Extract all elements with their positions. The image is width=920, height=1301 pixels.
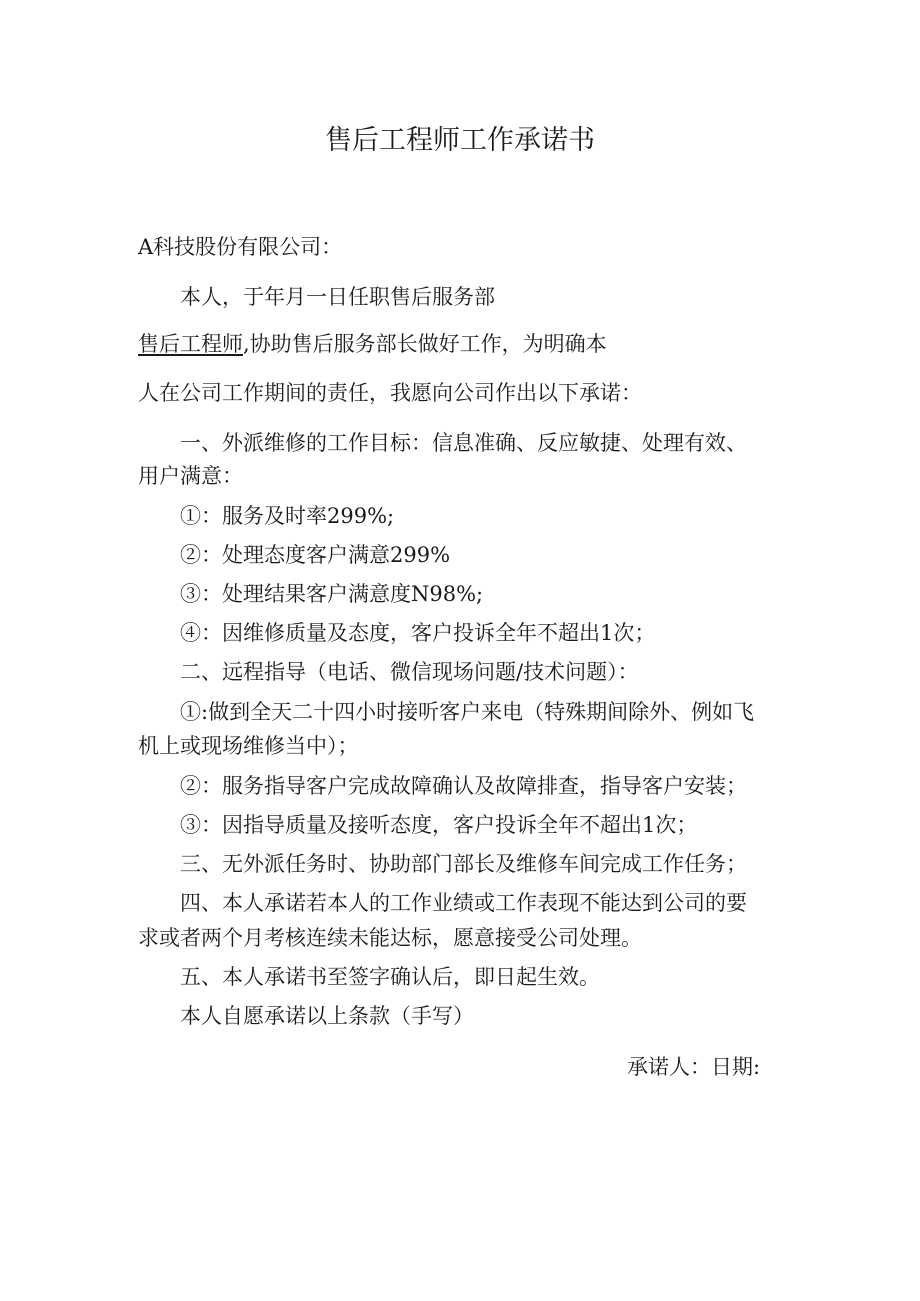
intro-line-1: 本人，于年月一日任职售后服务部 (180, 285, 495, 309)
signature-date-line: 承诺人：日期: (627, 1055, 761, 1079)
intro-line-2-rest: ,协助售后服务部长做好工作，为明确本 (243, 332, 607, 356)
section5: 五、本人承诺书至签字确认后，即日起生效。 (180, 965, 600, 989)
section1-line-2: 用户满意： (138, 464, 243, 488)
item2-2: ②：服务指导客户完成故障确认及故障排查，指导客户安装； (180, 774, 747, 798)
section1-line-1: 一、外派维修的工作目标：信息准确、反应敏捷、处理有效、 (180, 431, 747, 455)
section4-line-1: 四、本人承诺若本人的工作业绩或工作表现不能达到公司的要 (180, 891, 747, 915)
item2-3: ③：因指导质量及接听态度，客户投诉全年不超出1次； (180, 813, 698, 837)
section2: 二、远程指导（电话、微信现场问题/技术问题）： (180, 660, 639, 684)
intro-line-3: 人在公司工作期间的责任，我愿向公司作出以下承诺： (138, 381, 642, 405)
voluntary-statement: 本人自愿承诺以上条款（手写） (180, 1004, 474, 1028)
section3: 三、无外派任务时、协助部门部长及维修车间完成工作任务； (180, 852, 747, 876)
document-title: 售后工程师工作承诺书 (325, 125, 595, 156)
addressee: A科技股份有限公司： (138, 235, 343, 259)
intro-line-2 (138, 329, 607, 359)
item1-4: ④：因维修质量及态度，客户投诉全年不超出1次； (180, 621, 656, 645)
item2-1-line-2: 机上或现场维修当中）； (138, 734, 359, 758)
position-title: 售后工程师 (138, 332, 243, 356)
item1-1: ①：服务及时率299%; (180, 504, 395, 528)
item1-2: ②：处理态度客户满意299% (180, 543, 451, 567)
item1-3: ③：处理结果客户满意度N98%; (180, 582, 484, 606)
section4-line-2: 求或者两个月考核连续未能达标，愿意接受公司处理。 (138, 926, 642, 950)
item2-1-line-1: ①:做到全天二十四小时接听客户来电（特殊期间除外、例如飞 (180, 700, 755, 724)
